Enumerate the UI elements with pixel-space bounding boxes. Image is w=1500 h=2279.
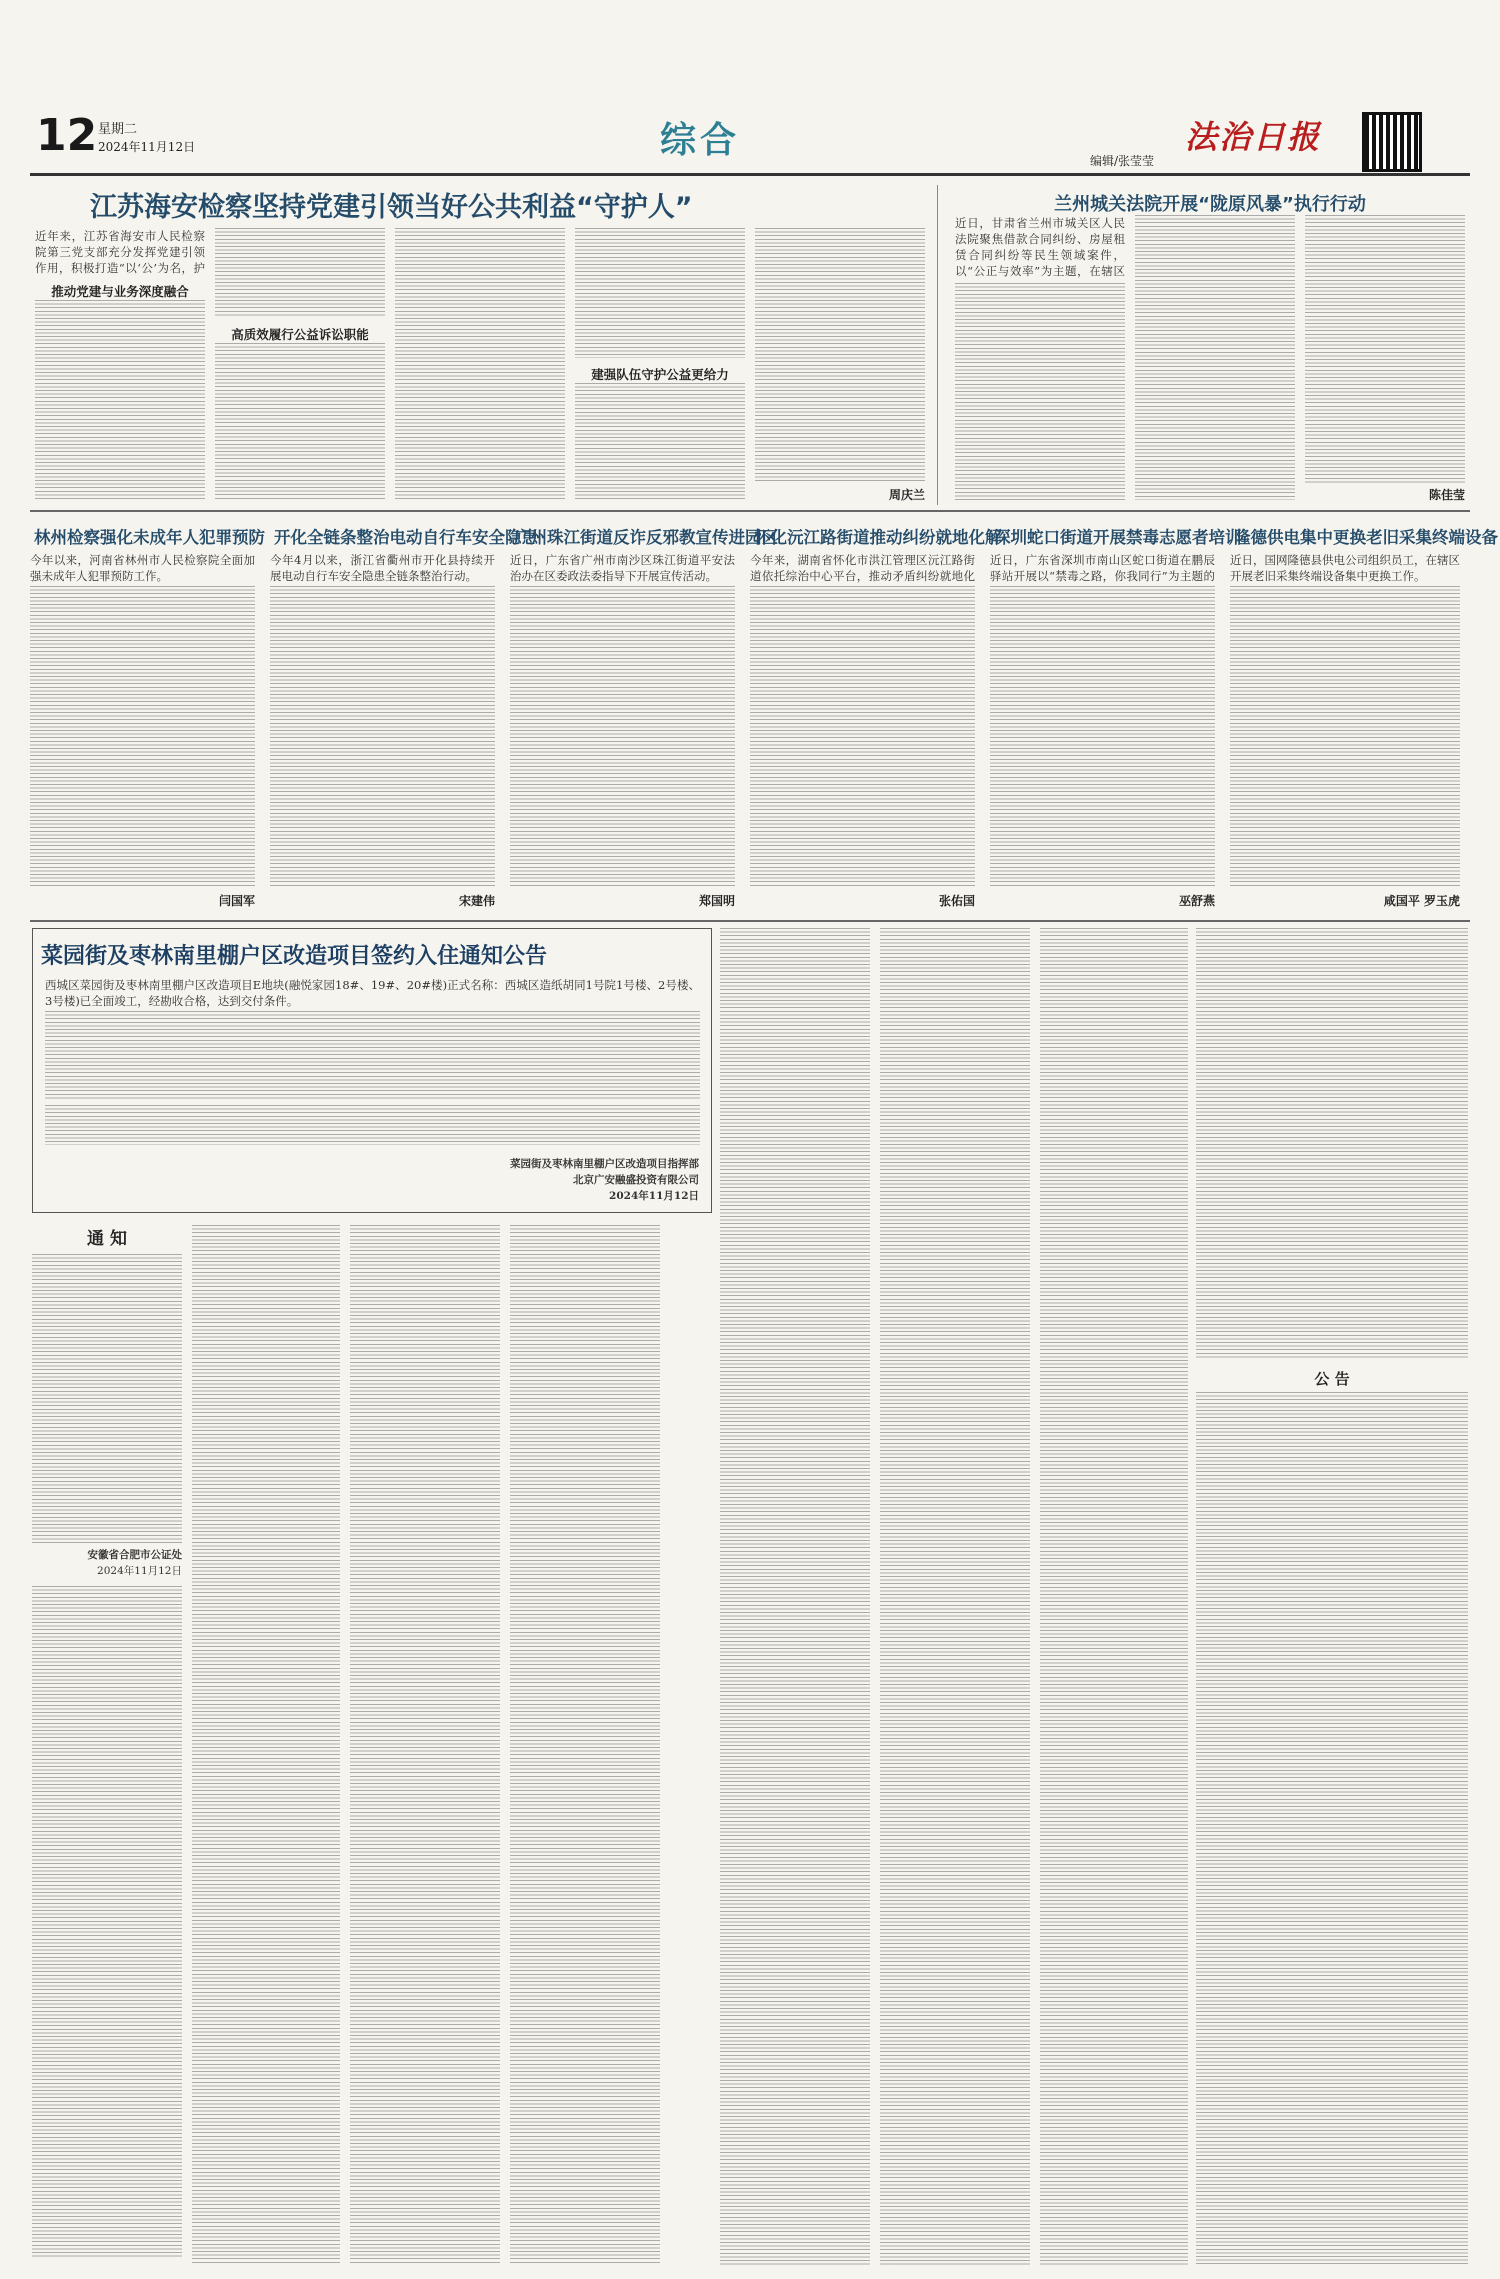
notice-column [32,1220,182,2260]
short-news-body [1230,586,1460,886]
short-news-body [510,586,735,886]
announcement-box [32,928,712,1213]
mid-rule [30,510,1470,512]
lead-subhead-2: 高质效履行公益诉讼职能 [231,327,369,342]
editor-credit: 编辑/张莹莹 [1090,154,1155,168]
lead-subhead-3: 建强队伍守护公益更给力 [591,367,729,382]
section-title: 综合 [660,120,741,161]
short-news-title: 隆德供电集中更换老旧采集终端设备 [1234,528,1498,547]
short-news-author: 郑国明 [698,894,735,908]
announcement-rule [30,920,1470,922]
short-news-author: 闫国军 [218,894,255,908]
creditor-list [32,1586,182,2258]
short-news-lead: 今年以来，河南省林州市人民检察院全面加强未成年人犯罪预防工作。 [30,553,255,583]
lead-column-2b [215,343,385,500]
qr-code-icon [1362,112,1422,172]
short-news-body [990,586,1215,886]
newspaper-logo: 法治日报 [1185,118,1322,156]
right-top-author: 陈佳莹 [1428,488,1465,502]
notice-signer: 安徽省合肥市公证处 [87,1549,182,1561]
notice-date: 2024年11月12日 [97,1565,182,1577]
right-top-column-1 [955,283,1125,500]
right-top-lead: 近日，甘肃省兰州市城关区人民法院聚焦借款合同纠纷、房屋租赁合同纠纷等民生领域案件，以“公正与效率”为主题，在辖区 [955,216,1125,278]
short-news-author: 咸国平 罗玉虎 [1383,894,1460,908]
column-divider [937,185,938,505]
listing-column-7 [1196,928,1468,1358]
lead-column-3 [395,228,565,500]
short-news-5 [990,520,1242,915]
short-news-author: 巫舒燕 [1178,894,1215,908]
lead-intro: 近年来，江苏省海安市人民检察院第三党支部充分发挥党建引领作用，积极打造“以‘公’为名，护 [35,229,205,275]
right-top-column-2 [1135,215,1295,500]
announcement-date: 2024年11月12日 [609,1190,699,1202]
weekday: 星期二 [98,122,138,137]
short-news-lead: 近日，广东省广州市南沙区珠江街道平安法治办在区委政法委指导下开展宣传活动。 [510,553,735,583]
lead-column-1 [35,300,205,500]
announcement-signer-2: 北京广安融盛投资有限公司 [573,1174,699,1186]
lead-headline: 江苏海安检察坚持党建引领当好公共利益“守护人” [90,192,693,223]
short-news-lead: 今年4月以来，浙江省衢州市开化县持续开展电动自行车安全隐患全链条整治行动。 [270,553,495,583]
lead-column-4a [575,228,745,358]
header-rule [30,173,1470,176]
listing-column-1 [192,1225,340,2265]
notice-body [32,1254,182,1544]
short-news-2 [270,520,538,915]
lead-column-5 [755,228,925,483]
short-news-author: 张佑国 [938,894,975,908]
notice-title: 通 知 [87,1229,127,1249]
short-news-author: 宋建伟 [458,894,495,908]
short-news-title: 开化全链条整治电动自行车安全隐患 [274,528,538,547]
short-news-1 [30,520,265,915]
right-top-column-3 [1305,215,1465,483]
short-news-title: 怀化沅江路街道推动纠纷就地化解 [754,528,1002,547]
announcement-title: 菜园街及枣林南里棚户区改造项目签约入住通知公告 [41,944,548,969]
resident-name-list [45,1105,700,1145]
lead-author: 周庆兰 [888,488,925,502]
short-news-lead: 近日，国网隆德县供电公司组织员工，在辖区开展老旧采集终端设备集中更换工作。 [1230,553,1460,583]
page-number: 12 [36,110,98,161]
listing-column-6 [1040,928,1188,2265]
listing-column-5 [880,928,1030,2265]
announcement-lead: 西城区菜园街及枣林南里棚户区改造项目E地块(融悦家园18#、19#、20#楼)正式名称：西城区造纸胡同1号院1号楼、2号楼、3号楼)已全面竣工，经勘收合格，达到交付条件。 [45,978,700,1008]
announcement-body [45,1011,700,1101]
short-news-body [750,586,975,886]
public-notice-body [1196,1392,1468,2265]
announcement-signer-1: 菜园街及枣林南里棚户区改造项目指挥部 [510,1158,699,1170]
short-news-title: 林州检察强化未成年人犯罪预防 [34,528,265,547]
listing-column-3 [510,1225,660,2265]
listing-column-2 [350,1225,500,2265]
short-news-body [270,586,495,886]
lead-subhead-1: 推动党建与业务深度融合 [51,284,189,299]
right-top-headline: 兰州城关法院开展“陇原风暴”执行行动 [1054,194,1366,215]
short-news-4 [750,520,1002,915]
public-notice-heading: 公 告 [1314,1370,1350,1388]
issue-date: 2024年11月12日 [98,140,196,154]
short-news-lead: 今年来，湖南省怀化市洪江管理区沅江路街道依托综治中心平台，推动矛盾纠纷就地化 [750,553,975,583]
short-news-title: 深圳蛇口街道开展禁毒志愿者培训 [994,528,1242,547]
lead-column-2a [215,228,385,318]
short-news-6 [1230,520,1498,915]
short-news-title: 广州珠江街道反诈反邪教宣传进园区 [514,528,778,547]
lead-column-4b [575,383,745,500]
short-news-lead: 近日，广东省深圳市南山区蛇口街道在鹏辰驿站开展以“禁毒之路，你我同行”为主题的 [990,553,1215,583]
short-news-3 [510,520,778,915]
listing-column-4 [720,928,870,2265]
short-news-body [30,586,255,886]
